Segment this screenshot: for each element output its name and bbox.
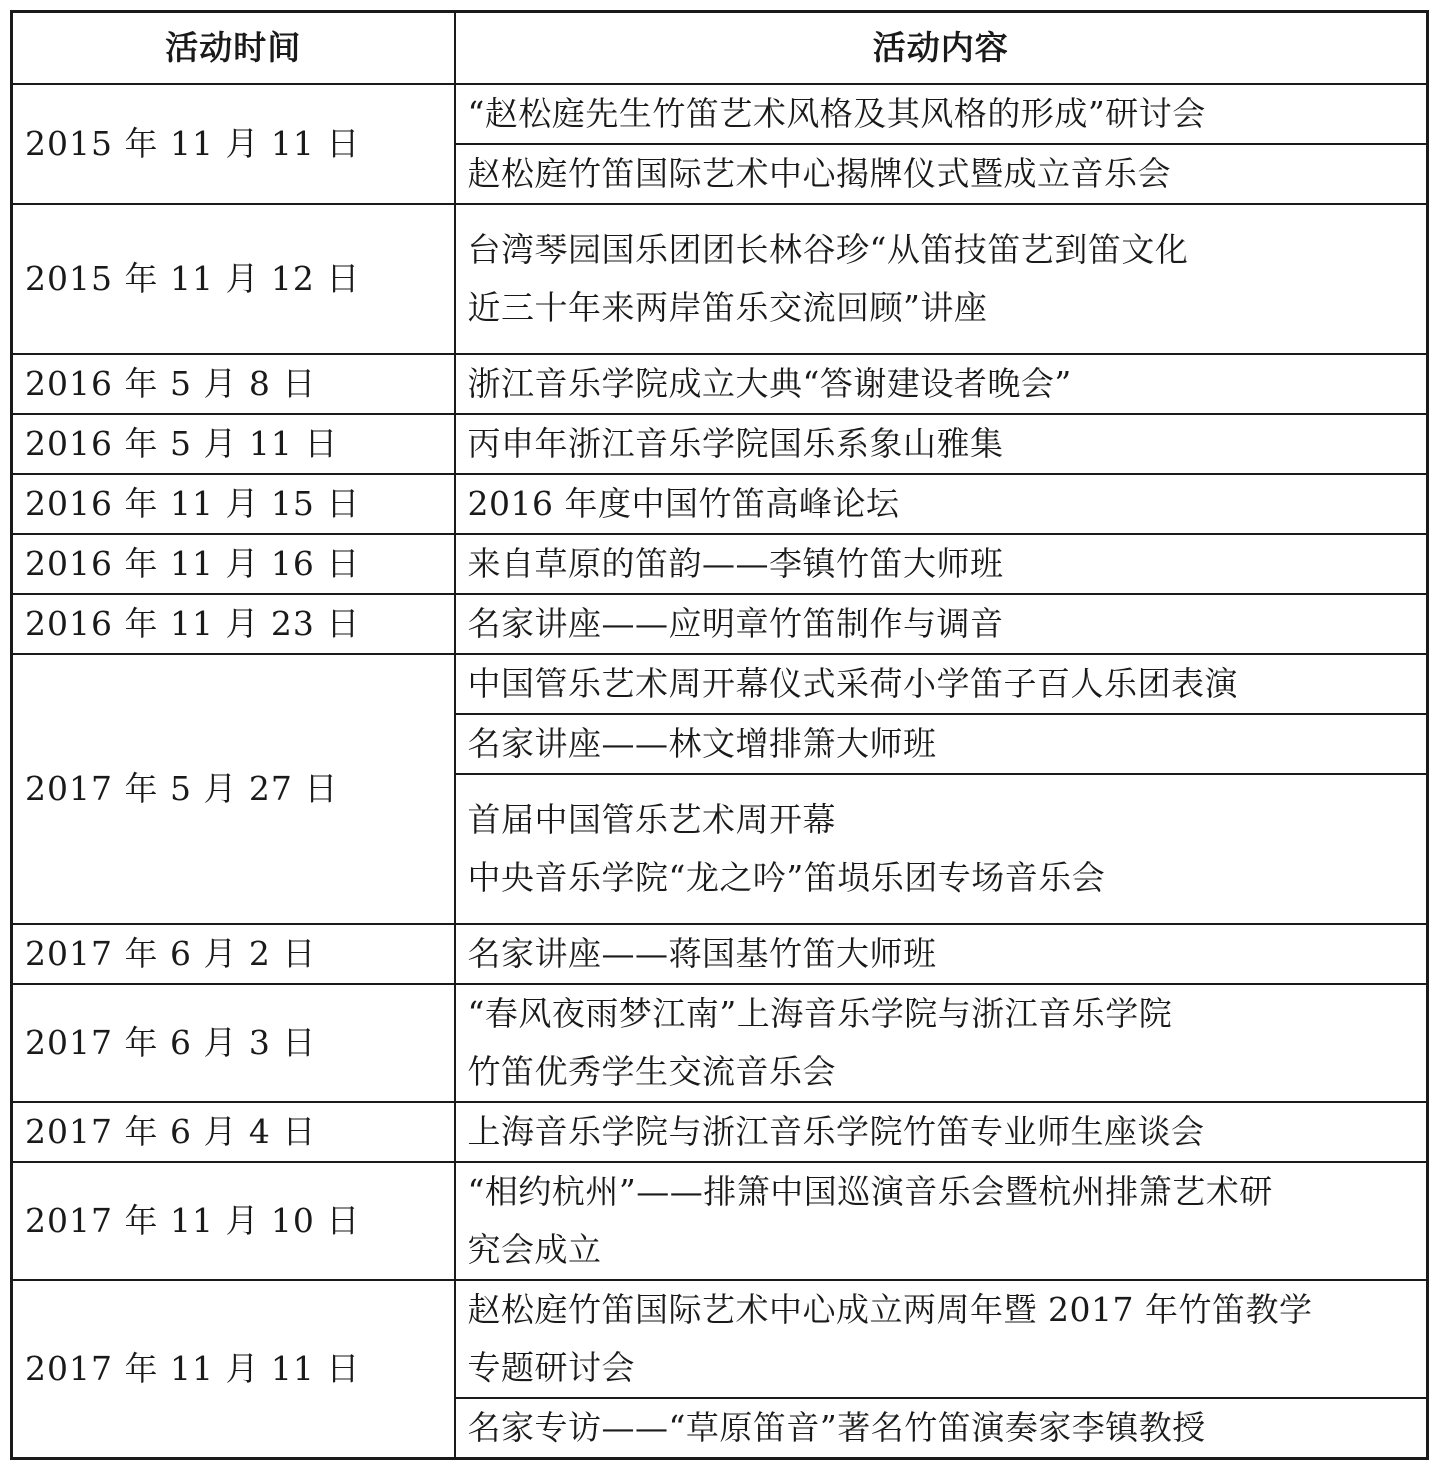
date-cell: 2017 年 5 月 27 日: [12, 654, 455, 924]
header-activity-content: 活动内容: [455, 12, 1428, 85]
date-cell: 2016 年 5 月 8 日: [12, 354, 455, 414]
table-row: [12, 924, 1428, 984]
content-cell: 上海音乐学院与浙江音乐学院竹笛专业师生座谈会: [455, 1102, 1428, 1162]
table-row: [12, 984, 1428, 1102]
activity-table: [10, 10, 1429, 1460]
table-row: [12, 354, 1428, 414]
content-cell: 名家讲座——应明章竹笛制作与调音: [455, 594, 1428, 654]
date-cell: 2017 年 6 月 3 日: [12, 984, 455, 1102]
date-cell: 2017 年 11 月 10 日: [12, 1162, 455, 1280]
date-cell: 2017 年 6 月 2 日: [12, 924, 455, 984]
table-row: [12, 414, 1428, 474]
content-cell: 名家讲座——林文增排箫大师班: [455, 714, 1428, 774]
content-cell: 浙江音乐学院成立大典“答谢建设者晚会”: [455, 354, 1428, 414]
header-activity-time: 活动时间: [12, 12, 455, 85]
date-cell: 2015 年 11 月 12 日: [12, 204, 455, 354]
table-row: [12, 1280, 1428, 1398]
content-cell: “赵松庭先生竹笛艺术风格及其风格的形成”研讨会: [455, 84, 1428, 144]
table-body: [12, 84, 1428, 1459]
content-cell: 中国管乐艺术周开幕仪式采荷小学笛子百人乐团表演: [455, 654, 1428, 714]
content-cell: “相约杭州”——排箫中国巡演音乐会暨杭州排箫艺术研 究会成立: [455, 1162, 1428, 1280]
date-cell: 2017 年 6 月 4 日: [12, 1102, 455, 1162]
date-cell: 2016 年 11 月 15 日: [12, 474, 455, 534]
content-cell: 丙申年浙江音乐学院国乐系象山雅集: [455, 414, 1428, 474]
content-cell: 名家专访——“草原笛音”著名竹笛演奏家李镇教授: [455, 1398, 1428, 1459]
table-row: [12, 84, 1428, 144]
content-cell: 来自草原的笛韵——李镇竹笛大师班: [455, 534, 1428, 594]
content-cell: 赵松庭竹笛国际艺术中心揭牌仪式暨成立音乐会: [455, 144, 1428, 204]
table-header: [12, 12, 1428, 85]
date-cell: 2016 年 11 月 23 日: [12, 594, 455, 654]
content-cell: 名家讲座——蒋国基竹笛大师班: [455, 924, 1428, 984]
content-cell: 台湾琴园国乐团团长林谷珍“从笛技笛艺到笛文化 近三十年来两岸笛乐交流回顾”讲座: [455, 204, 1428, 354]
content-cell: 首届中国管乐艺术周开幕 中央音乐学院“龙之吟”笛埙乐团专场音乐会: [455, 774, 1428, 924]
table-row: [12, 654, 1428, 714]
date-cell: 2016 年 5 月 11 日: [12, 414, 455, 474]
table-row: [12, 534, 1428, 594]
date-cell: 2017 年 11 月 11 日: [12, 1280, 455, 1459]
date-cell: 2016 年 11 月 16 日: [12, 534, 455, 594]
table-row: [12, 474, 1428, 534]
table-row: [12, 594, 1428, 654]
table-row: [12, 204, 1428, 354]
header-row: [12, 12, 1428, 85]
table-row: [12, 1162, 1428, 1280]
date-cell: 2015 年 11 月 11 日: [12, 84, 455, 204]
content-cell: 2016 年度中国竹笛高峰论坛: [455, 474, 1428, 534]
content-cell: 赵松庭竹笛国际艺术中心成立两周年暨 2017 年竹笛教学 专题研讨会: [455, 1280, 1428, 1398]
content-cell: “春风夜雨梦江南”上海音乐学院与浙江音乐学院 竹笛优秀学生交流音乐会: [455, 984, 1428, 1102]
table-row: [12, 1102, 1428, 1162]
